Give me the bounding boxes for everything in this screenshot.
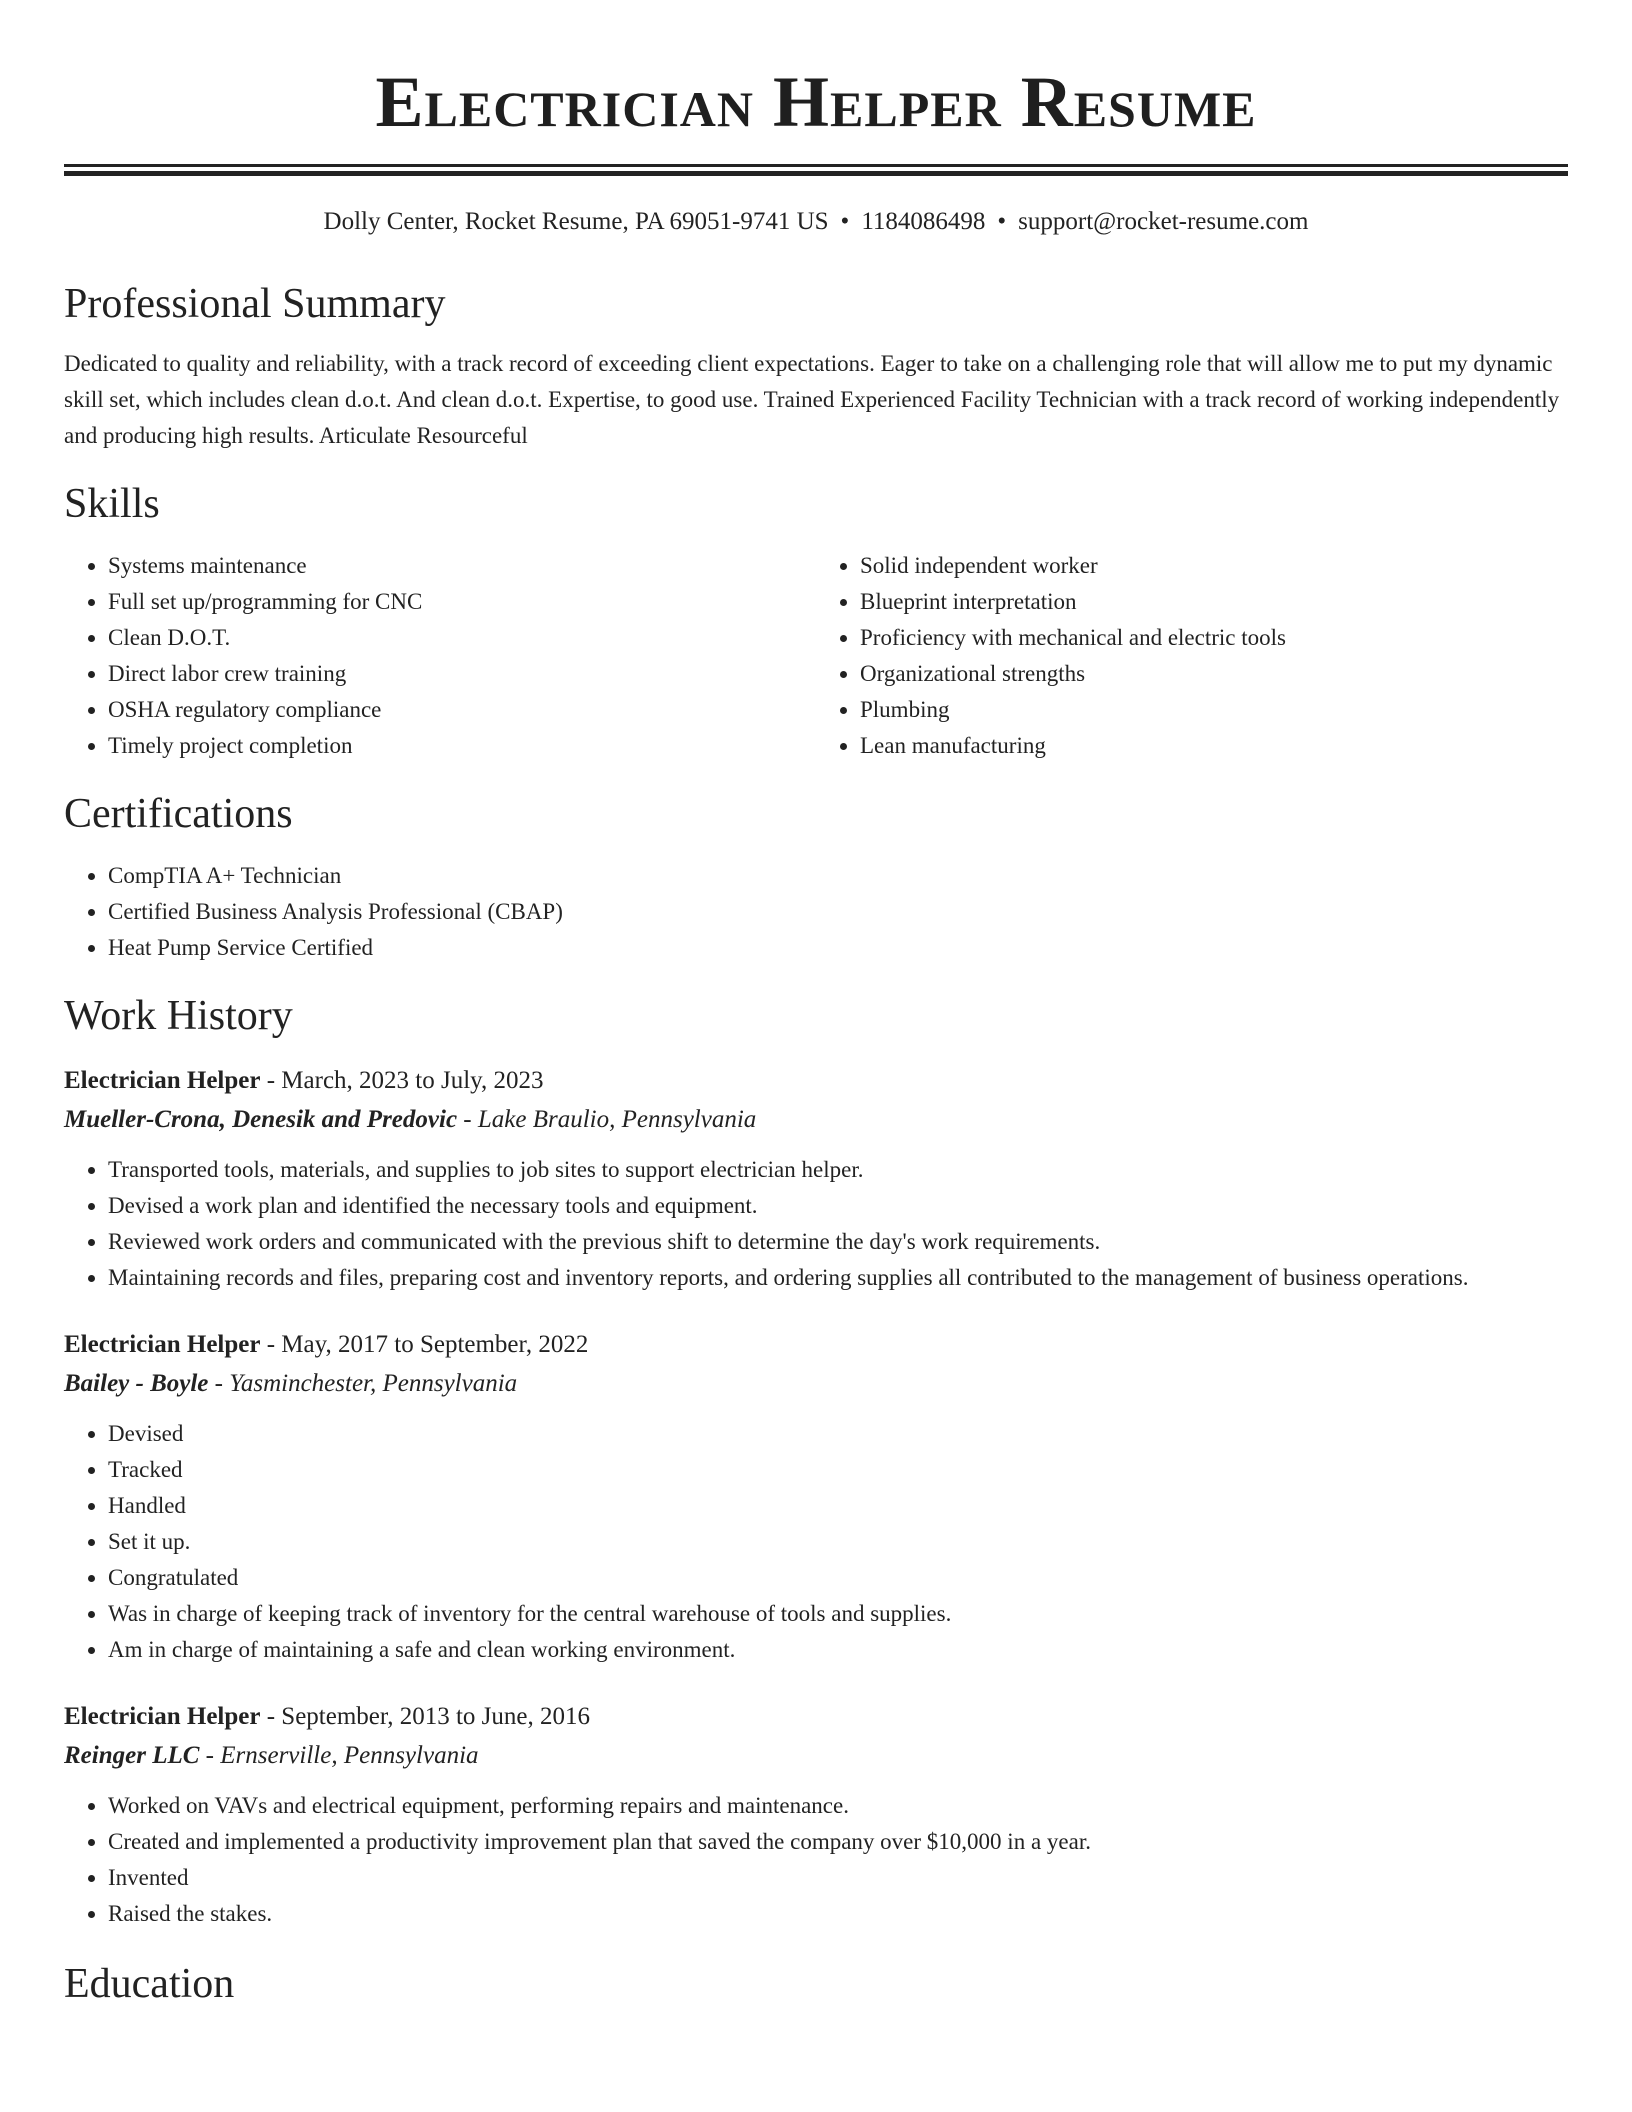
summary-text: Dedicated to quality and reliability, with a track record of exceeding client expectations. Eager to take on a challenging role that will allow me to put my dynamic skill set, which includes clean d.o.t. And clean d.o.t. Expertise, to good use. Trained Experienced Facility Technician with a track record of working independently and producing high results. Articulate Resourceful — [64, 351, 1560, 448]
skill-item: • Organizational strengths — [860, 656, 1568, 692]
job-dates: March, 2023 to July, 2023 — [281, 1067, 544, 1094]
skill-item: • Systems maintenance — [108, 548, 816, 584]
job-title: Electrician Helper — [64, 1703, 261, 1730]
job-location: Lake Braulio, Pennsylvania — [477, 1106, 757, 1133]
job-location: Ernserville, Pennsylvania — [220, 1742, 479, 1769]
job-bullet: • Raised the stakes. — [108, 1896, 1568, 1932]
job-dates: May, 2017 to September, 2022 — [281, 1331, 589, 1358]
job-bullets — [64, 1788, 1568, 1932]
job-bullet: • Handled — [108, 1488, 1568, 1524]
job-bullet: • Worked on VAVs and electrical equipment, performing repairs and maintenance. — [108, 1788, 1568, 1824]
job-title-line: Electrician Helper - May, 2017 to September, 2022 — [64, 1331, 589, 1358]
job-bullet: • Set it up. — [108, 1524, 1568, 1560]
certifications-list — [64, 858, 1568, 966]
contact-address: Dolly Center, Rocket Resume, PA 69051-9741 US — [323, 208, 829, 235]
skill-item: • Plumbing — [860, 692, 1568, 728]
job-company-line: Mueller-Crona, Denesik and Predovic - Lake Braulio, Pennsylvania — [64, 1106, 757, 1133]
job-bullet: • Am in charge of maintaining a safe and clean working environment. — [108, 1632, 1568, 1668]
job-title: Electrician Helper — [64, 1067, 261, 1094]
certifications-heading: Certifications — [64, 791, 293, 837]
job-company-line: Reinger LLC - Ernserville, Pennsylvania — [64, 1742, 479, 1769]
job-title: Electrician Helper — [64, 1331, 261, 1358]
job-bullet: • Reviewed work orders and communicated with the previous shift to determine the day's work requirements. — [108, 1224, 1568, 1260]
title-divider — [64, 164, 1568, 176]
certification-item: • Certified Business Analysis Professional (CBAP) — [108, 894, 1568, 930]
job-entry — [64, 1326, 1568, 1668]
skill-item: • Direct labor crew training — [108, 656, 816, 692]
job-title-line: Electrician Helper - March, 2023 to July, 2023 — [64, 1067, 544, 1094]
job-bullet: • Transported tools, materials, and supplies to job sites to support electrician helper. — [108, 1152, 1568, 1188]
contact-separator: • — [997, 208, 1007, 235]
job-entry — [64, 1698, 1568, 1932]
job-bullets — [64, 1416, 1568, 1668]
skill-item: • Proficiency with mechanical and electric tools — [860, 620, 1568, 656]
skill-item: • Lean manufacturing — [860, 728, 1568, 764]
job-bullet: • Created and implemented a productivity improvement plan that saved the company over $10,000 in a year. — [108, 1824, 1568, 1860]
job-company: Bailey - Boyle — [64, 1370, 209, 1397]
certification-item: • CompTIA A+ Technician — [108, 858, 1568, 894]
job-dates: September, 2013 to June, 2016 — [281, 1703, 590, 1730]
job-bullet: • Was in charge of keeping track of inventory for the central warehouse of tools and supplies. — [108, 1596, 1568, 1632]
job-bullet: • Tracked — [108, 1452, 1568, 1488]
job-entry — [64, 1062, 1568, 1296]
skill-item: • Solid independent worker — [860, 548, 1568, 584]
education-heading: Education — [64, 1961, 235, 2007]
job-company: Mueller-Crona, Denesik and Predovic — [64, 1106, 458, 1133]
skills-column-right — [816, 548, 1568, 764]
work-history-heading: Work History — [64, 993, 293, 1039]
skill-item: • Full set up/programming for CNC — [108, 584, 816, 620]
resume-title: Electrician Helper Resume — [375, 62, 1257, 142]
skills-column-left — [64, 548, 816, 764]
skills-heading: Skills — [64, 481, 160, 527]
job-company-line: Bailey - Boyle - Yasminchester, Pennsylvania — [64, 1370, 518, 1397]
skill-item: • Timely project completion — [108, 728, 816, 764]
certification-item: • Heat Pump Service Certified — [108, 930, 1568, 966]
job-company: Reinger LLC — [64, 1742, 200, 1769]
job-bullet: • Invented — [108, 1860, 1568, 1896]
job-bullet: • Devised — [108, 1416, 1568, 1452]
skill-item: • OSHA regulatory compliance — [108, 692, 816, 728]
job-title-line: Electrician Helper - September, 2013 to June, 2016 — [64, 1703, 590, 1730]
job-bullet: • Devised a work plan and identified the necessary tools and equipment. — [108, 1188, 1568, 1224]
contact-separator: • — [840, 208, 850, 235]
skill-item: • Blueprint interpretation — [860, 584, 1568, 620]
job-bullet: • Congratulated — [108, 1560, 1568, 1596]
job-bullets — [64, 1152, 1568, 1296]
skills-list — [64, 548, 1568, 764]
skill-item: • Clean D.O.T. — [108, 620, 816, 656]
summary-heading: Professional Summary — [64, 281, 446, 327]
contact-phone: 1184086498 — [861, 208, 986, 235]
job-bullet: • Maintaining records and files, preparing cost and inventory reports, and ordering supplies all contributed to the management of business operations. — [108, 1260, 1568, 1296]
contact-line — [64, 206, 1568, 238]
contact-email: support@rocket-resume.com — [1018, 208, 1309, 235]
job-location: Yasminchester, Pennsylvania — [229, 1370, 518, 1397]
